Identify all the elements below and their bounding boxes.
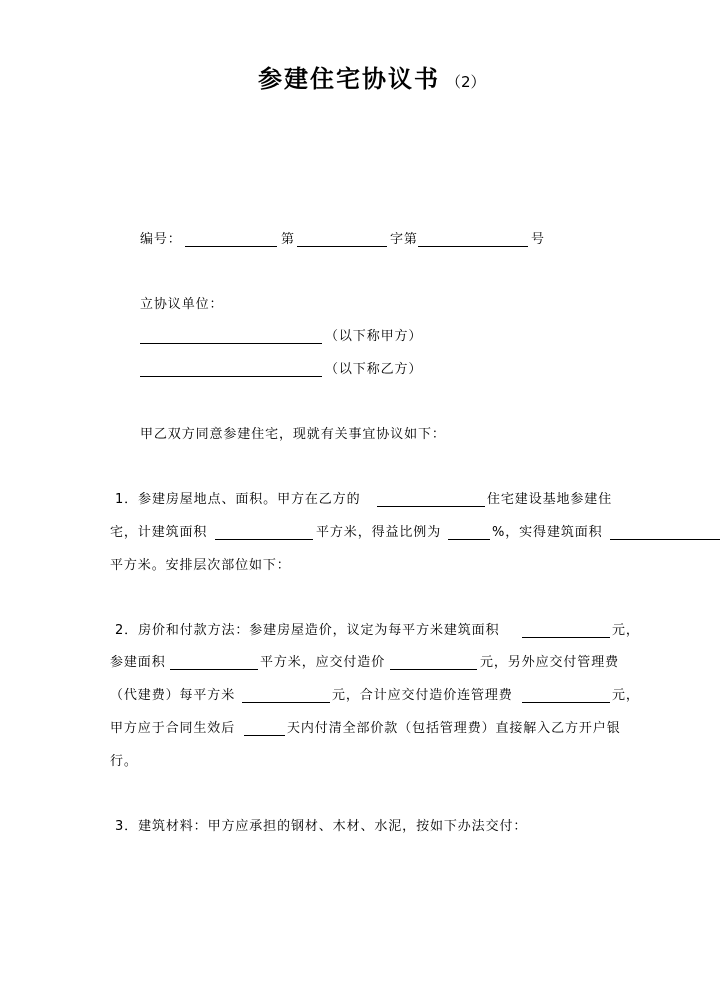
clause-2-total-blank: [522, 702, 610, 703]
clause-1-line1-text-a: 1．参建房屋地点、面积。甲方在乙方的: [115, 492, 361, 507]
clause-2-line3-text-b: 元，合计应交付造价连管理费: [332, 688, 513, 703]
number-label: 编号：: [140, 232, 182, 247]
party-a-blank: [140, 343, 322, 344]
clause-2-line4-text-b: 天内付清全部价款（包括管理费）直接解入乙方开户银: [287, 721, 621, 736]
clause-1-area-blank: [215, 539, 313, 540]
clause-2-fee-rate-blank: [242, 702, 330, 703]
clause-2-line3-text-a: （代建费）每平方米: [110, 688, 236, 703]
clause-2-days-blank: [244, 735, 285, 736]
party-b-blank: [140, 376, 322, 377]
clause-1-line1-text-b: 住宅建设基地参建住: [487, 492, 613, 507]
number-di: 第: [281, 232, 295, 247]
number-blank-3: [418, 246, 528, 247]
clause-3-line1-text: 3．建筑材料：甲方应承担的钢材、木材、水泥，按如下办法交付：: [115, 819, 528, 834]
clause-2-area-blank: [170, 669, 258, 670]
clause-1-line2-text-b: 平方米，得益比例为: [316, 525, 442, 540]
clause-1-ratio-blank: [448, 539, 490, 540]
clause-2-line1-text-a: 2．房价和付款方法：参建房屋造价，议定为每平方米建筑面积: [115, 623, 500, 638]
clause-2-line2-text-a: 参建面积: [110, 655, 166, 670]
number-blank-2: [297, 246, 387, 247]
clause-2-line2-text-b: 平方米，应交付造价: [260, 655, 386, 670]
clause-1-line2-text-c: %，实得建筑面积: [492, 525, 603, 540]
clause-2-line2-text-c: 元，另外应交付管理费: [480, 655, 620, 670]
clause-2-line5-text: 行。: [110, 754, 138, 769]
clause-2-unit-price-blank: [522, 637, 610, 638]
document-title-suffix: （2）: [446, 73, 486, 91]
clause-2-line3-text-c: 元，: [612, 688, 640, 703]
party-a-suffix: （以下称甲方）: [325, 329, 423, 344]
clause-1-location-blank: [377, 506, 485, 507]
clause-1-actual-area-blank: [610, 539, 720, 540]
intro-paragraph: 甲乙双方同意参建住宅，现就有关事宜协议如下：: [140, 427, 446, 442]
parties-heading: 立协议单位：: [140, 297, 224, 312]
clause-2-line4-text-a: 甲方应于合同生效后: [110, 721, 236, 736]
number-hao: 号: [531, 232, 545, 247]
clause-1-line3-text: 平方米。安排层次部位如下：: [110, 558, 291, 573]
clause-1-line2-text-a: 宅，计建筑面积: [110, 525, 208, 540]
clause-2-cost-blank: [390, 669, 477, 670]
party-b-suffix: （以下称乙方）: [325, 362, 423, 377]
clause-2-line1-text-b: 元，: [612, 623, 640, 638]
number-zi-di: 字第: [390, 232, 418, 247]
number-blank-1: [185, 246, 277, 247]
document-title: 参建住宅协议书: [258, 65, 440, 93]
